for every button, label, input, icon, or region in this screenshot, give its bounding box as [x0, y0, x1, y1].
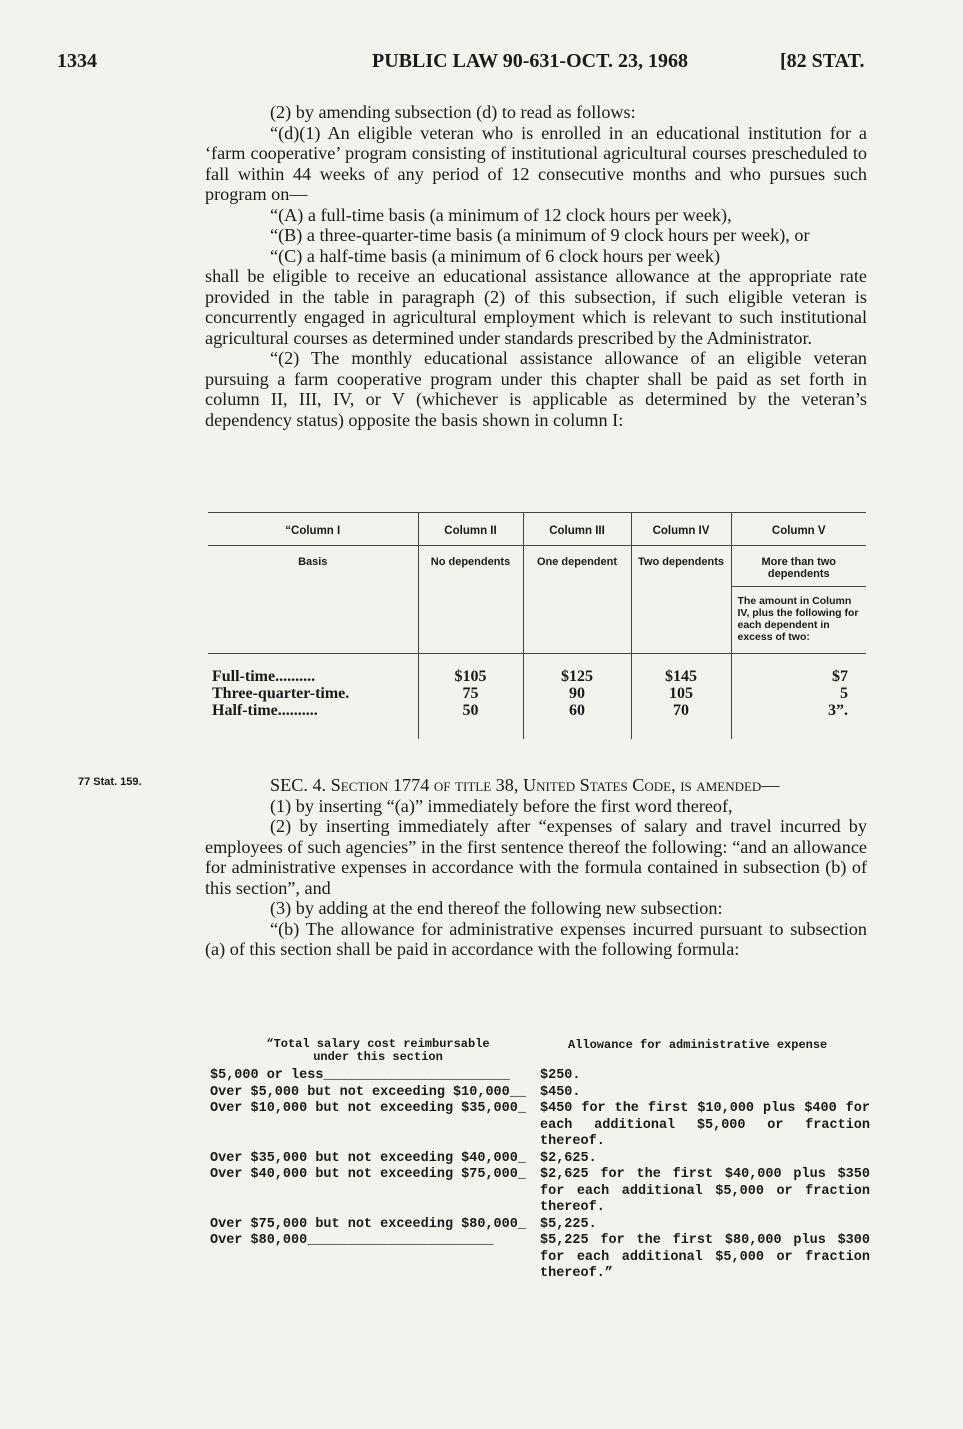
- sub-header: No dependents: [418, 546, 523, 654]
- amendment-1: (1) by inserting “(a)” immediately before the first word thereof,: [270, 795, 733, 816]
- sub-header: More than two dependents: [732, 546, 867, 587]
- allowance-table: [208, 512, 866, 739]
- formula-row: Over $80,000_______________________ $5,225 for the first $80,000 plus $300 for each additional $5,000 or fraction thereof.”: [210, 1233, 870, 1281]
- row-label: Three-quarter-time.: [212, 685, 350, 702]
- formula-row: Over $75,000 but not exceeding $80,000_ $5,225.: [210, 1216, 597, 1232]
- table-cell: $145: [665, 668, 697, 685]
- table-cell: 105: [669, 685, 693, 702]
- sub-header: Basis: [208, 546, 418, 654]
- col-header: Column III: [523, 513, 631, 546]
- table-cell: 70: [673, 702, 689, 719]
- clause-c: “(C) a half-time basis (a minimum of 6 clock hours per week): [270, 245, 720, 266]
- amendment-2: (2) by inserting immediately after “expenses of salary and travel incurred by employees of such agencies” in the first sentence thereof the following: “and an allowance for administrative expenses in accordance with the formula contained in subsection (b) of this section”, and: [205, 816, 867, 898]
- page-number: 1334: [57, 50, 97, 72]
- body-text-lower: [205, 775, 867, 960]
- sub-header: One dependent: [523, 546, 631, 654]
- col-header: Column V: [731, 513, 866, 546]
- table-cell: 60: [569, 702, 585, 719]
- formula-table: [210, 1068, 870, 1283]
- formula-head-right: Allowance for administrative expense: [568, 1038, 828, 1052]
- margin-note: 77 Stat. 159.: [78, 776, 142, 788]
- table-cell: 5: [840, 685, 848, 702]
- table-cell: $125: [561, 668, 593, 685]
- table-header-row: [208, 513, 866, 546]
- formula-head-left: “Total salary cost reimbursable under this section: [266, 1037, 490, 1064]
- paragraph-d2: “(2) The monthly educational assistance allowance of an eligible veteran pursuing a farm cooperative program under this chapter shall be paid as set forth in column II, III, IV, or V (whichever is applicable as determined by the veteran’s dependency status) opposite the basis shown in column I:: [205, 348, 867, 430]
- table-cell: $105: [454, 668, 487, 685]
- paragraph-d1: “(d)(1) An eligible veteran who is enrolled in an educational institution for a ‘farm cooperative’ program consisting of institutional agricultural courses prescheduled to fall within 44 weeks of any period of 12 consecutive months and who pursues such program on—: [205, 122, 867, 204]
- subsection-b: “(b) The allowance for administrative expenses incurred pursuant to subsection (a) of this section shall be paid in accordance with the following formula:: [205, 918, 867, 959]
- paragraph-eligibility: shall be eligible to receive an educational assistance allowance at the appropriate rate provided in the table in paragraph (2) of this subsection, if such eligible veteran is concurrently engaged in agricultural employment which is relevant to such institutional agricultural courses as determined under standards prescribed by the Administrator.: [205, 266, 867, 348]
- sub-header: Two dependents: [631, 546, 731, 654]
- col-header: “Column I: [208, 513, 418, 546]
- formula-row: Over $40,000 but not exceeding $75,000_ $2,625 for the first $40,000 plus $350 for each additional $5,000 or fraction thereof.: [210, 1167, 870, 1215]
- statute-reference: [82 STAT.: [780, 50, 865, 72]
- running-title: PUBLIC LAW 90-631-OCT. 23, 1968: [372, 50, 688, 72]
- table-data-row: [208, 654, 866, 740]
- row-label: Half-time..........: [212, 702, 318, 719]
- formula-row: Over $10,000 but not exceeding $35,000_ $450 for the first $10,000 plus $400 for each additional $5,000 or fraction thereof.: [210, 1101, 870, 1149]
- body-text-upper: [205, 102, 867, 430]
- table-cell: 50: [462, 702, 479, 719]
- amendment-3: (3) by adding at the end thereof the following new subsection:: [270, 898, 723, 918]
- col-header: Column IV: [631, 513, 731, 546]
- row-label: Full-time..........: [212, 668, 316, 685]
- table-cell: 75: [462, 685, 479, 702]
- paragraph-amend-d: (2) by amending subsection (d) to read as follows:: [270, 102, 636, 122]
- table-cell: 3”.: [828, 702, 848, 719]
- table-cell: $7: [832, 668, 848, 685]
- col5-cell: [731, 546, 866, 654]
- section-4-heading: SEC. 4. Section 1774 of title 38, United States Code, is amended—: [270, 775, 780, 795]
- table-subheader-row: [208, 546, 866, 654]
- col-header: Column II: [418, 513, 523, 546]
- clause-a: “(A) a full-time basis (a minimum of 12 clock hours per week),: [270, 204, 732, 225]
- formula-row: Over $35,000 but not exceeding $40,000_ $2,625.: [210, 1150, 597, 1166]
- col5-note: The amount in Column IV, plus the following for each dependent in excess of two:: [737, 595, 859, 643]
- table-cell: 90: [569, 685, 585, 702]
- clause-b: “(B) a three-quarter-time basis (a minimum of 9 clock hours per week), or: [270, 225, 810, 245]
- formula-row: Over $5,000 but not exceeding $10,000__ $450.: [210, 1084, 581, 1100]
- formula-row: $5,000 or less_______________________ $250.: [210, 1068, 581, 1083]
